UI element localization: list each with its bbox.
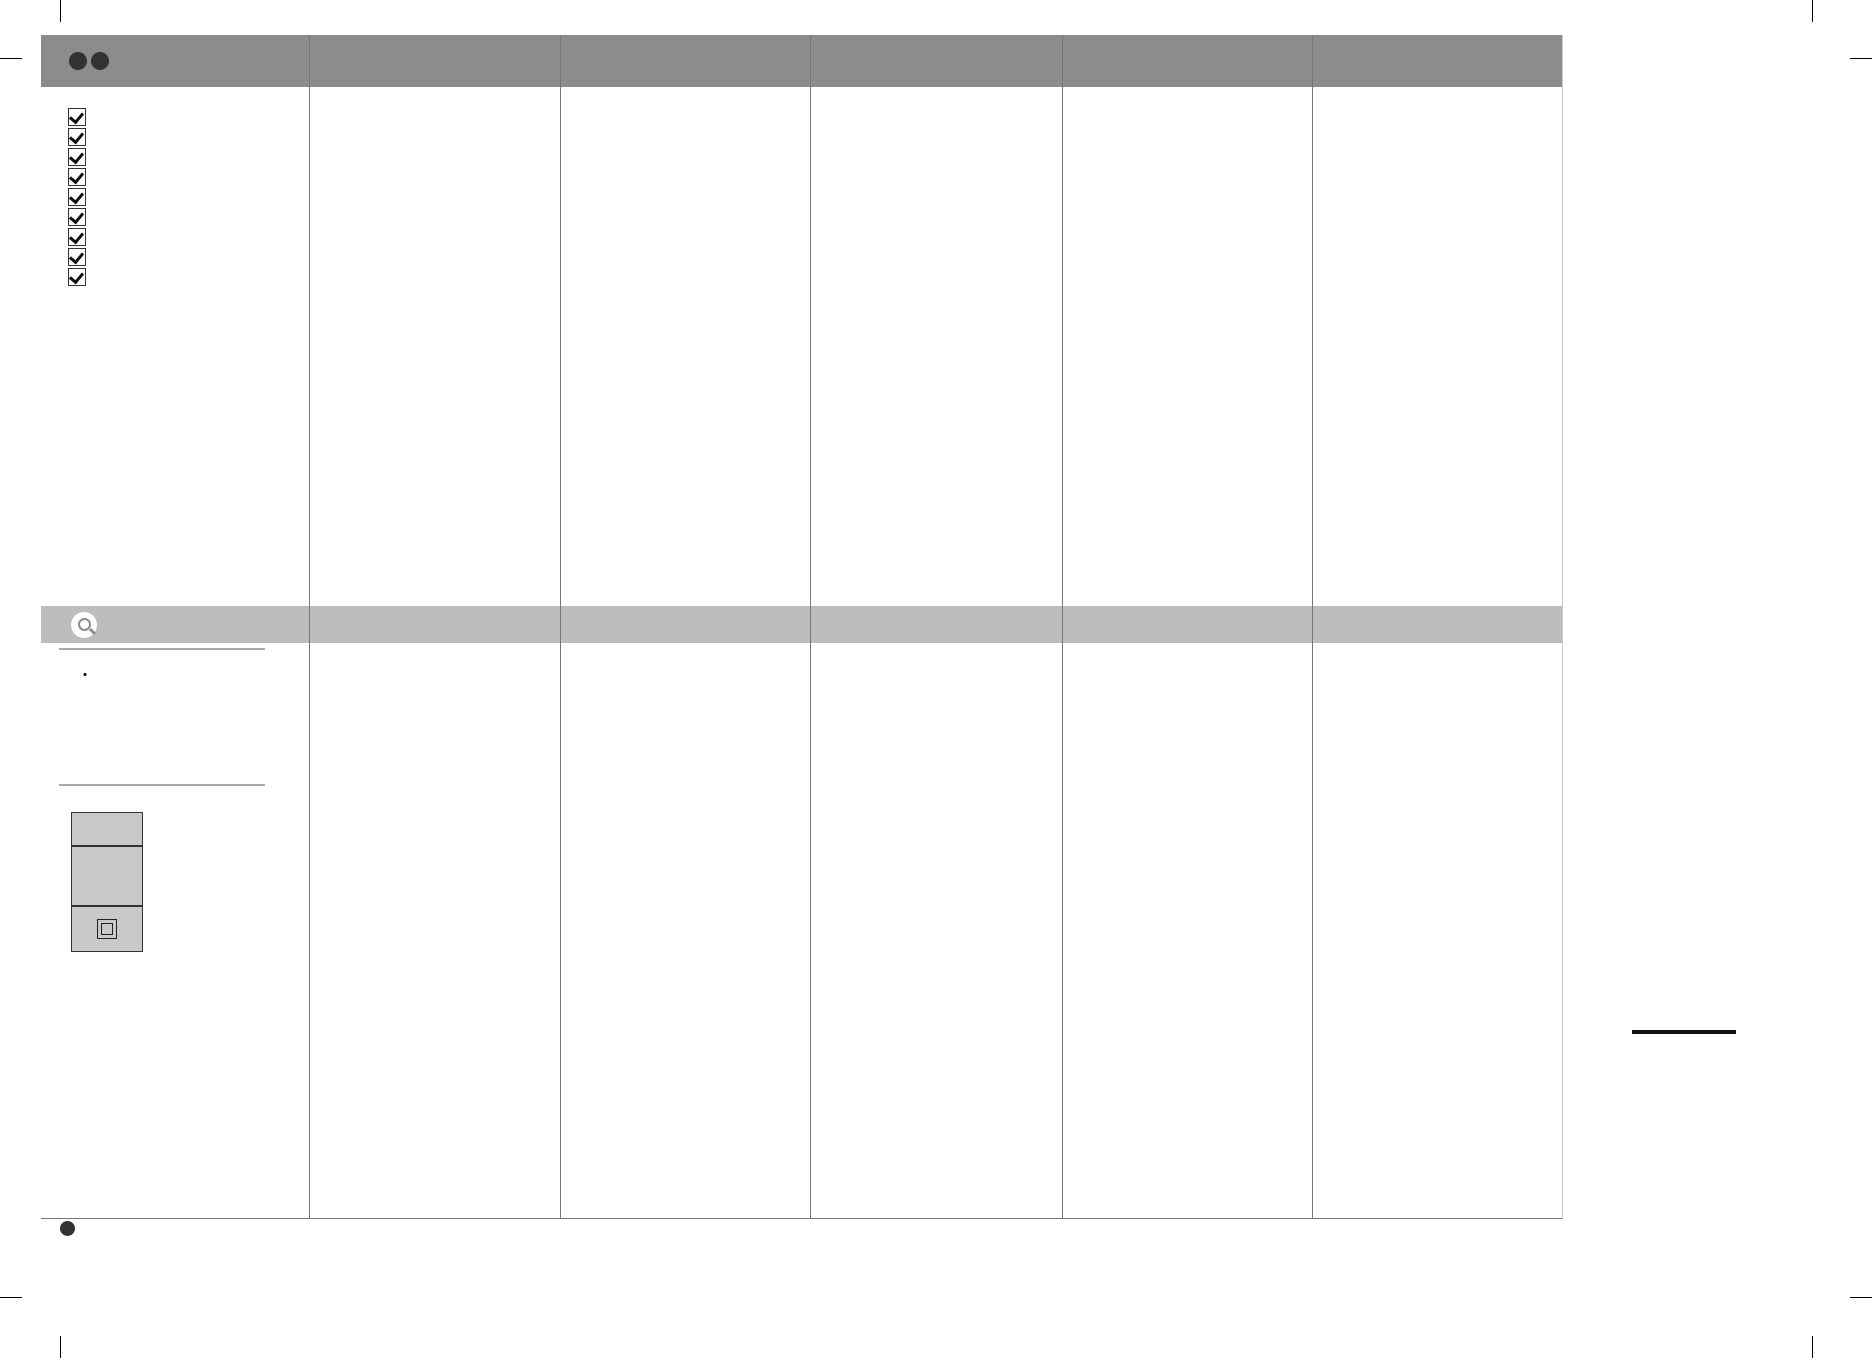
safety-item [68,107,306,126]
column-divider [1062,35,1063,1219]
checkbox-icon [68,248,86,266]
crop-mark [1850,1297,1872,1298]
safety-item [68,187,306,206]
detail-header [71,606,109,643]
magnifier-icon [71,612,97,638]
column-divider [810,35,811,1219]
crop-mark [1850,58,1872,59]
safety-item [68,167,306,186]
crop-mark [1812,0,1813,22]
safety-item [68,147,306,166]
safety-list [68,107,306,287]
crop-mark [0,58,22,59]
class-ii-inner [101,923,113,935]
flag-badge [60,1221,75,1236]
crop-mark [60,0,61,22]
hotline-number [1632,1032,1736,1034]
checkbox-icon [68,168,86,186]
safety-item [68,247,306,266]
checkbox-icon [68,268,86,286]
flag-badge [69,52,87,70]
checkbox-icon [68,148,86,166]
crop-mark [1812,1336,1813,1358]
detail-band [41,606,1562,643]
section-subtitle [59,783,265,786]
crop-mark [60,1336,61,1358]
table-label [71,846,143,906]
column-divider [1312,35,1313,1219]
magnifier-glass [78,618,91,631]
column-divider [560,35,561,1219]
checkbox-icon [68,108,86,126]
column-divider [309,35,310,1219]
column-header [41,35,309,87]
checkbox-icon [68,188,86,206]
guarantee-divider [41,1218,1562,1219]
checkbox-icon [68,128,86,146]
table-label [71,812,143,846]
class-ii-square [97,919,117,939]
checkbox-icon [68,208,86,226]
sidebar-divider [1562,35,1563,1219]
safety-item [68,127,306,146]
safety-item [68,207,306,226]
safety-item [68,227,306,246]
flag-badge [91,52,109,70]
class-ii-icon [71,906,143,952]
guarantee-section [60,1221,98,1236]
crop-mark [0,1297,22,1298]
checkbox-icon [68,228,86,246]
hotline-box [1632,1030,1736,1034]
safety-item [68,267,306,286]
section-subtitle [59,647,265,650]
